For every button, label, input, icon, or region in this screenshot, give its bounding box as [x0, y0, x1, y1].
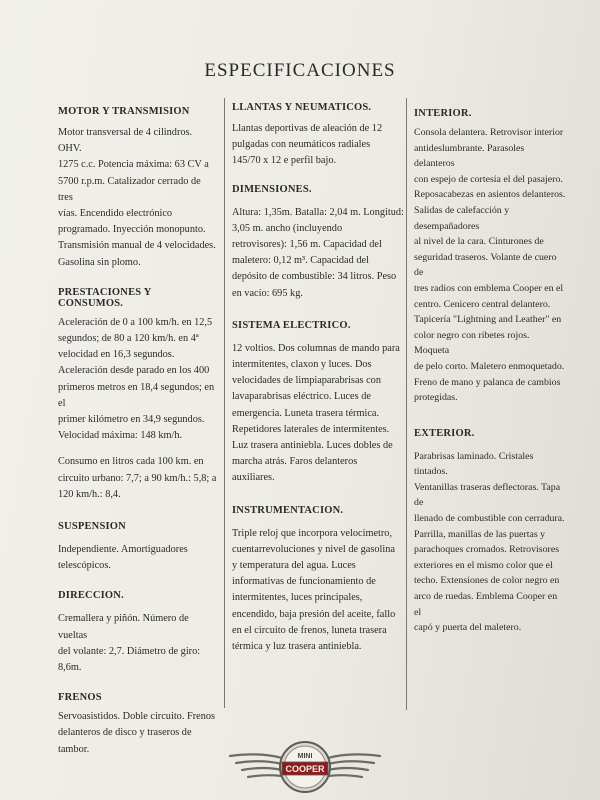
section-text: 12 voltios. Dos columnas de mando para intermitentes, claxon y luces. Dos velocidades de limpiaparabrisas con lavaparabrisas eléctrico. Luces de emergencia. Luneta trasera térmica. Repetidores laterales de intermitentes. Luz trasera antiniebla. Luces dobles de marcha atrás. Faros delanteros auxiliares.	[232, 342, 400, 484]
section-heading: DIMENSIONES.	[232, 183, 312, 195]
column-middle	[232, 100, 404, 655]
section-exterior	[414, 428, 566, 636]
section-sistema-electrico	[232, 320, 404, 487]
column-left	[58, 100, 218, 758]
mini-cooper-logo	[220, 738, 390, 796]
section-text: Aceleración de 0 a 100 km/h. en 12,5 segundos; de 80 a 120 km/h. en 4ª velocidad en 16,3 segundos. Aceleración desde parado en los 400 primeros metros en 18,4 segundos; en el primer kilómetro en 34,9 segundos. Velocidad máxima: 148 km/h.	[58, 316, 215, 442]
right-wing-icon	[328, 754, 380, 777]
column-divider	[224, 98, 225, 708]
left-wing-icon	[230, 754, 282, 777]
section-motor	[58, 106, 218, 271]
section-text: Triple reloj que incorpora velocímetro, cuentarrevoluciones y nivel de gasolina y temperatura del agua. Luces informativas de funcionamiento de intermitentes, luces principales, encendido, baja presión del aceite, fallo en el circuito de frenos, luneta trasera térmica y luz trasera antiniebla.	[232, 527, 396, 653]
section-text: Servoasistidos. Doble circuito. Frenos delanteros de disco y traseros de tambor.	[58, 711, 216, 755]
logo-top-text: MINI	[297, 753, 313, 760]
section-llantas	[232, 102, 404, 170]
section-heading: DIRECCION.	[58, 590, 124, 602]
column-right	[414, 100, 566, 636]
section-text: Independiente. Amortiguadores telescópicos.	[58, 544, 188, 572]
section-text: Parabrisas laminado. Cristales tintados. Ventanillas traseras deflectoras. Tapa de llenado de combustible con cerradura. Parrilla, manillas de las puertas y parachoques cromados. Retrovisores exteriores en el mismo color que el techo. Extensiones de color negro en arco de ruedas. Emblema Cooper en el capó y puerta del maletero.	[414, 450, 565, 634]
section-heading: SUSPENSION	[58, 521, 126, 533]
page-title: ESPECIFICACIONES	[204, 60, 396, 81]
section-instrumentacion	[232, 505, 404, 656]
section-suspension	[58, 521, 218, 574]
logo-main-text: COOPER	[285, 764, 325, 774]
column-divider	[406, 98, 407, 710]
section-heading: MOTOR Y TRANSMISION	[58, 106, 190, 117]
section-heading: PRESTACIONES Y CONSUMOS.	[58, 286, 152, 309]
section-text: Motor transversal de 4 cilindros. OHV. 1275 c.c. Potencia máxima: 63 CV a 5700 r.p.m. Catalizador cerrado de tres vías. Encendido electrónico programado. Inyección monopunto. Transmisión manual de 4 velocidades. Gasolina sin plomo.	[58, 127, 216, 268]
section-text: Cremallera y piñón. Número de vueltas del volante: 2,7. Diámetro de giro: 8,6m.	[58, 613, 201, 674]
section-frenos	[58, 692, 218, 758]
section-interior	[414, 108, 566, 406]
section-heading: EXTERIOR.	[414, 427, 475, 439]
section-text: Consola delantera. Retrovisor interior antideslumbrante. Parasoles delanteros con espejo de cortesía el del pasajero. Reposacabezas en asientos delanteros. Salidas de calefacción y desempañadores al nivel de la cara. Cinturones de seguridad traseros. Volante de cuero de tres radios con emblema Cooper en el centro. Cenicero central delantero. Tapicería "Lightning and Leather" en color negro con ribetes rojos. Moqueta de pelo corto. Maletero enmoquetado. Freno de mano y palanca de cambios protegidas.	[414, 127, 566, 404]
section-direccion	[58, 590, 218, 676]
section-heading: INSTRUMENTACION.	[232, 504, 344, 516]
section-heading: LLANTAS Y NEUMATICOS.	[232, 102, 372, 113]
section-prestaciones	[58, 287, 218, 503]
section-heading: FRENOS	[58, 692, 102, 704]
section-text: Llantas deportivas de aleación de 12 pulgadas con neumáticos radiales 145/70 x 12 e perfil bajo.	[232, 123, 383, 167]
section-dimensiones	[232, 184, 404, 302]
section-text: Altura: 1,35m. Batalla: 2,04 m. Longitud: 3,05 m. ancho (incluyendo retrovisores): 1,56 m. Capacidad del maletero: 0,12 m³. Capacidad del depósito de combustible: 34 litros. Peso en vacío: 695 kg.	[232, 206, 404, 299]
section-heading: SISTEMA ELECTRICO.	[232, 319, 351, 331]
section-text-2: Consumo en litros cada 100 km. en circuito urbano: 7,7; a 90 km/h.: 5,8; a 120 km/h.: 8,4.	[58, 456, 217, 500]
section-heading: INTERIOR.	[414, 108, 472, 119]
